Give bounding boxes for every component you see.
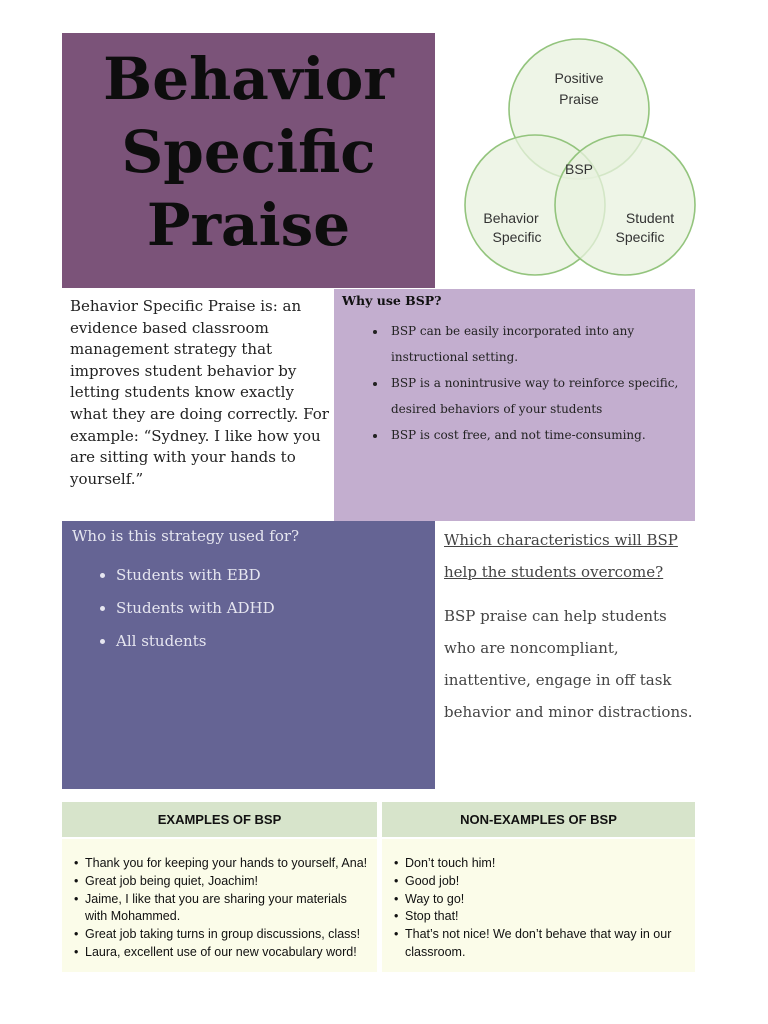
list-item: • Jaime, I like that you are sharing your materials with Mohammed. xyxy=(74,891,369,927)
venn-label-right-1: Student xyxy=(625,210,675,226)
intro-paragraph: Behavior Specific Praise is: an evidence based classroom management strategy that improves student behavior by letting students know exactly what they are doing correctly. For example: “Sydney. I like how you are sitting with your hands to yourself.” xyxy=(70,297,329,488)
page-title xyxy=(62,43,435,262)
list-item: • Great job being quiet, Joachim! xyxy=(74,873,369,891)
venn-diagram xyxy=(455,33,705,283)
title-line-2: Specific xyxy=(121,118,376,186)
list-item: • All students xyxy=(116,625,425,658)
title-line-1: Behavior xyxy=(103,45,394,113)
examples-box xyxy=(62,839,377,972)
venn-label-right-2: Specific xyxy=(615,229,665,245)
list-item: • BSP is a nonintrusive way to reinforce specific, desired behaviors of your students xyxy=(387,370,687,422)
examples-heading: EXAMPLES OF BSP xyxy=(62,802,377,837)
list-item: • Great job taking turns in group discussions, class! xyxy=(74,926,369,944)
venn-label-top-2: Praise xyxy=(559,91,599,107)
venn-label-left-2: Specific xyxy=(492,229,542,245)
list-item: • Laura, excellent use of our new vocabulary word! xyxy=(74,944,369,962)
title-line-3: Praise xyxy=(146,191,351,259)
characteristics-heading: Which characteristics will BSP help the students overcome? xyxy=(444,531,678,581)
characteristics-section xyxy=(444,524,696,728)
why-use-list xyxy=(342,318,687,448)
why-use-heading: Why use BSP? xyxy=(342,293,442,308)
list-item: • BSP is cost free, and not time-consuming. xyxy=(387,422,687,448)
venn-label-left-1: Behavior xyxy=(483,210,539,226)
list-item: • Students with ADHD xyxy=(116,592,425,625)
non-examples-box xyxy=(382,839,695,972)
list-item: • Students with EBD xyxy=(116,559,425,592)
list-item: • That’s not nice! We don’t behave that way in our classroom. xyxy=(394,926,687,962)
venn-circle-right xyxy=(555,135,695,275)
why-use-section xyxy=(334,289,695,521)
examples-list xyxy=(74,855,369,962)
venn-label-top-1: Positive xyxy=(554,70,604,86)
who-list xyxy=(72,559,425,658)
title-banner xyxy=(62,33,435,288)
venn-label-center: BSP xyxy=(564,161,594,177)
who-section xyxy=(62,521,435,789)
list-item: • Way to go! xyxy=(394,891,687,909)
list-item: • Don’t touch him! xyxy=(394,855,687,873)
characteristics-body: BSP praise can help students who are noncompliant, inattentive, engage in off task behavior and minor distractions. xyxy=(444,607,693,721)
list-item: • Thank you for keeping your hands to yourself, Ana! xyxy=(74,855,369,873)
list-item: • Stop that! xyxy=(394,908,687,926)
non-examples-list xyxy=(394,855,687,962)
list-item: • Good job! xyxy=(394,873,687,891)
who-heading: Who is this strategy used for? xyxy=(72,527,300,545)
list-item: • BSP can be easily incorporated into any instructional setting. xyxy=(387,318,687,370)
non-examples-heading: NON-EXAMPLES OF BSP xyxy=(382,802,695,837)
